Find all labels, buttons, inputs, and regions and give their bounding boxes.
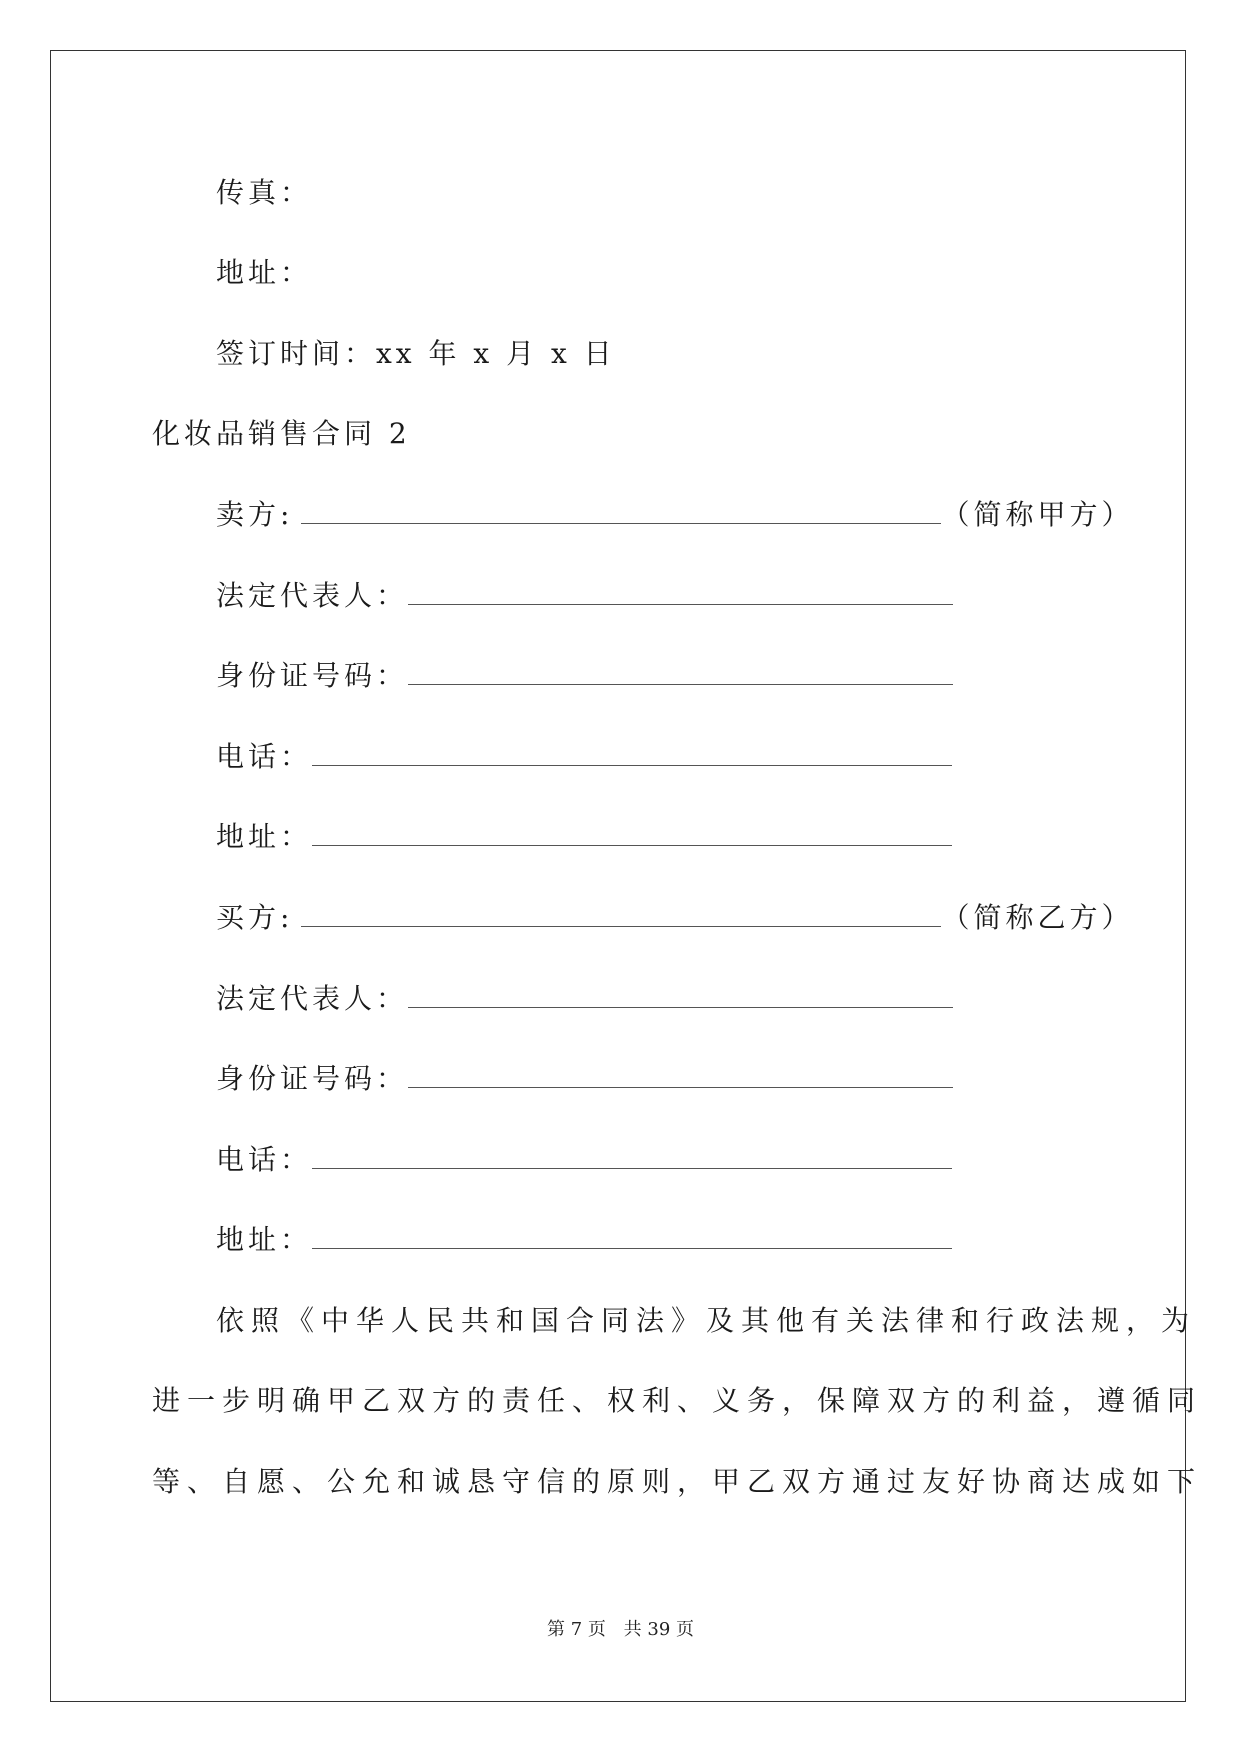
seller-label: 卖方: <box>216 498 294 531</box>
id-no-blank-2 <box>408 1061 953 1088</box>
seller-suffix: （简称甲方） <box>941 498 1134 531</box>
buyer-blank <box>301 900 941 927</box>
legal-rep-blank-2 <box>408 981 953 1008</box>
phone-blank-1 <box>312 739 952 766</box>
phone-line-1 <box>216 737 952 777</box>
legal-rep-blank-1 <box>408 578 953 605</box>
fax-line: 传真： <box>216 176 313 209</box>
paragraph-line-1: 依照《中华人民共和国合同法》及其他有关法律和行政法规，为 <box>216 1304 1197 1337</box>
page-border <box>50 50 1186 1702</box>
address-line-3 <box>216 1220 952 1260</box>
id-no-label-2: 身份证号码： <box>216 1062 409 1095</box>
id-no-line-2 <box>216 1059 953 1099</box>
contract-heading: 化妆品销售合同 2 <box>152 417 411 450</box>
buyer-line <box>216 898 1133 938</box>
buyer-label: 买方: <box>216 901 294 934</box>
legal-rep-line-1 <box>216 576 953 616</box>
page-footer <box>0 1618 1241 1642</box>
address-line-2 <box>216 817 952 857</box>
phone-blank-2 <box>312 1142 952 1169</box>
address-label-2: 地址： <box>216 820 313 853</box>
sign-date-line: 签订时间：xx 年 x 月 x 日 <box>216 337 616 370</box>
address-blank-3 <box>312 1222 952 1249</box>
phone-label-2: 电话： <box>216 1143 313 1176</box>
seller-blank <box>301 497 941 524</box>
phone-label-1: 电话： <box>216 740 313 773</box>
legal-rep-line-2 <box>216 979 953 1019</box>
paragraph-line-2: 进一步明确甲乙双方的责任、权利、义务，保障双方的利益，遵循同 <box>152 1384 1203 1417</box>
legal-rep-label-2: 法定代表人： <box>216 982 409 1015</box>
address-line-1: 地址： <box>216 256 313 289</box>
page-total: 共 39 页 <box>623 1619 694 1640</box>
phone-line-2 <box>216 1140 952 1180</box>
buyer-suffix: （简称乙方） <box>941 901 1134 934</box>
paragraph-line-3: 等、自愿、公允和诚恳守信的原则，甲乙双方通过友好协商达成如下 <box>152 1465 1203 1498</box>
legal-rep-label-1: 法定代表人： <box>216 579 409 612</box>
address-blank-2 <box>312 819 952 846</box>
id-no-label-1: 身份证号码： <box>216 659 409 692</box>
id-no-line-1 <box>216 656 953 696</box>
address-label-3: 地址： <box>216 1223 313 1256</box>
seller-line <box>216 495 1133 535</box>
id-no-blank-1 <box>408 658 953 685</box>
page-current: 第 7 页 <box>547 1619 606 1640</box>
